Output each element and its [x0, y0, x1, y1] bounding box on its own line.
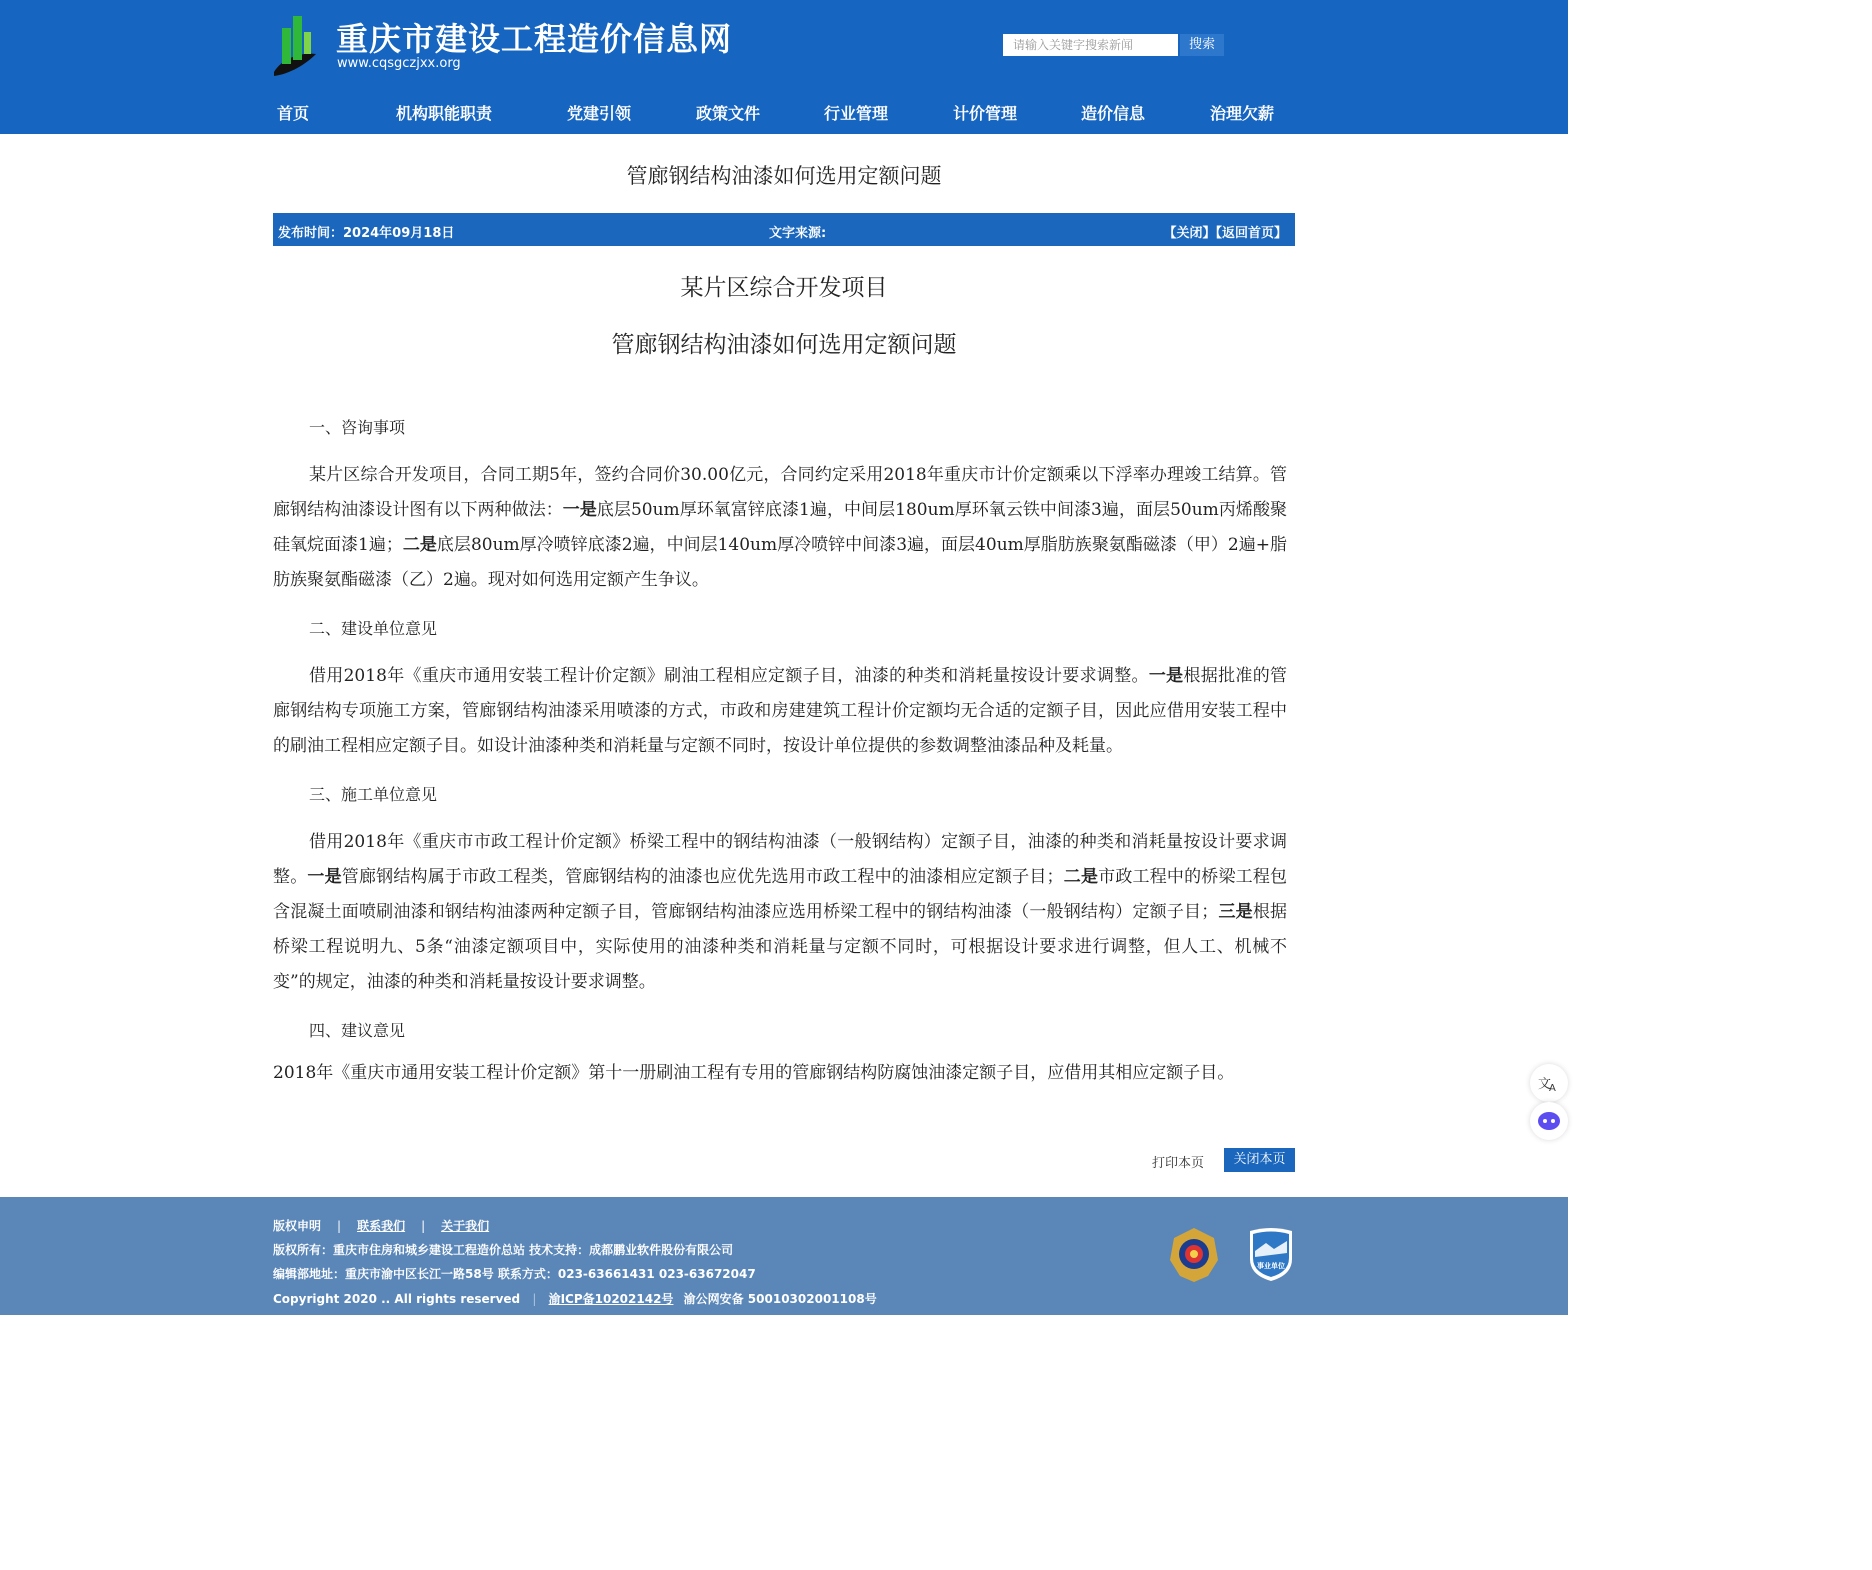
paragraph: 某片区综合开发项目，合同工期5年，签约合同价30.00亿元，合同约定采用2018年重庆市计价定额乘以下浮率办理竣工结算。管廊钢结构油漆设计图有以下两种做法：一是底层50um厚环氧富锌底漆1遍，中间层180um厚环氧云铁中间漆3遍，面层50um丙烯酸聚硅氧烷面漆1遍；二是底层80um厚冷喷锌底漆2遍，中间层140um厚冷喷锌中间漆3遍，面层40um厚脂肪族聚氨酯磁漆（甲）2遍+脂肪族聚氨酯磁漆（乙）2遍。现对如何选用定额产生争议。: [273, 465, 1287, 590]
assistant-icon: [1530, 1102, 1568, 1140]
site-header: [0, 0, 1568, 134]
svg-text:事业单位: 事业单位: [1257, 1262, 1285, 1270]
section-heading: 三、施工单位意见: [309, 785, 438, 804]
nav-item-cost-info[interactable]: 造价信息: [1081, 104, 1146, 123]
nav-item-industry[interactable]: 行业管理: [824, 104, 889, 123]
footer-copyright-line: Copyright 2020 .. All rights reserved | 渝ICP备10202142号 渝公网安备 50010302001108号: [273, 1292, 877, 1306]
paragraph: 借用2018年《重庆市市政工程计价定额》桥梁工程中的钢结构油漆（一般钢结构）定额子目，油漆的种类和消耗量按设计要求调整。一是管廊钢结构属于市政工程类，管廊钢结构的油漆也应优先选用市政工程中的油漆相应定额子目；二是市政工程中的桥梁工程包含混凝土面喷刷油漆和钢结构油漆两种定额子目，管廊钢结构油漆应选用桥梁工程中的钢结构油漆（一般钢结构）定额子目；三是根据桥梁工程说明九、5条“油漆定额项目中，实际使用的油漆种类和消耗量与定额不同时，可根据设计要求进行调整，但人工、机械不变”的规定，油漆的种类和消耗量按设计要求调整。: [273, 832, 1288, 992]
site-logo-icon[interactable]: [272, 14, 318, 78]
article-meta-bar: [273, 213, 1295, 246]
paragraph: 2018年《重庆市通用安装工程计价定额》第十一册刷油工程有专用的管廊钢结构防腐蚀油漆定额子目，应借用其相应定额子目。: [273, 1063, 1235, 1083]
nav-item-institution[interactable]: 机构职能职责: [396, 104, 493, 123]
home-link[interactable]: 【返回首页】: [1215, 226, 1287, 241]
search-input[interactable]: [1003, 34, 1178, 56]
svg-text:A: A: [1549, 1083, 1556, 1094]
nav-item-home[interactable]: 首页: [277, 104, 310, 123]
page-title: 管廊钢结构油漆如何选用定额问题: [626, 164, 942, 188]
print-page-link[interactable]: 打印本页: [1152, 1156, 1205, 1171]
assistant-button[interactable]: [1530, 1102, 1568, 1140]
article-source: 文字来源:: [769, 226, 827, 241]
site-url: www.cqsgczjxx.org: [337, 56, 461, 71]
nav-item-wages[interactable]: 治理欠薪: [1210, 104, 1275, 123]
translate-button[interactable]: [1530, 1064, 1568, 1102]
search-button[interactable]: 搜索: [1180, 34, 1224, 56]
public-institution-badge-icon[interactable]: [1246, 1225, 1296, 1283]
publish-date: 发布时间：2024年09月18日: [278, 226, 455, 241]
article-body: [273, 410, 1287, 1098]
nav-item-party[interactable]: 党建引领: [567, 104, 632, 123]
contact-link[interactable]: 联系我们: [357, 1219, 406, 1233]
footer-owner: 版权所有：重庆市住房和城乡建设工程造价总站 技术支持：成都鹏业软件股份有限公司: [273, 1243, 734, 1257]
svg-text:文: 文: [1538, 1077, 1552, 1092]
translate-icon: [1530, 1064, 1568, 1102]
paragraph: 借用2018年《重庆市通用安装工程计价定额》刷油工程相应定额子目，油漆的种类和消耗量按设计要求调整。一是根据批准的管廊钢结构专项施工方案，管廊钢结构油漆采用喷漆的方式，市政和房建建筑工程计价定额均无合适的定额子目，因此应借用安装工程中的刷油工程相应定额子目。如设计油漆种类和消耗量与定额不同时，按设计单位提供的参数调整油漆品种及耗量。: [273, 666, 1288, 756]
section-heading: 四、建议意见: [309, 1021, 406, 1040]
article-title-line2: 管廊钢结构油漆如何选用定额问题: [611, 332, 957, 358]
close-page-button[interactable]: 关闭本页: [1224, 1148, 1295, 1172]
meta-links: [1163, 222, 1287, 241]
site-footer: [0, 1197, 1568, 1315]
copyright-link[interactable]: 版权申明: [273, 1219, 322, 1233]
police-record: 渝公网安备 50010302001108号: [683, 1292, 877, 1306]
footer-address: 编辑部地址：重庆市渝中区长江一路58号 联系方式：023-63661431 023-63672047: [273, 1267, 756, 1281]
site-title: 重庆市建设工程造价信息网: [336, 20, 733, 58]
section-heading: 一、咨询事项: [309, 418, 406, 437]
close-link[interactable]: 【关闭】: [1163, 226, 1216, 241]
nav-item-policy[interactable]: 政策文件: [696, 104, 761, 123]
section-heading: 二、建设单位意见: [309, 619, 438, 638]
icp-link[interactable]: 渝ICP备10202142号: [548, 1292, 674, 1306]
about-link[interactable]: 关于我们: [441, 1219, 490, 1233]
copyright-text: Copyright 2020 .. All rights reserved: [273, 1292, 521, 1306]
main-nav: [0, 92, 1568, 132]
article-title-line1: 某片区综合开发项目: [680, 275, 888, 301]
police-emblem-icon[interactable]: [1164, 1226, 1224, 1284]
nav-item-pricing[interactable]: 计价管理: [953, 104, 1018, 123]
footer-links: 版权申明 | 联系我们 | 关于我们: [273, 1219, 490, 1233]
